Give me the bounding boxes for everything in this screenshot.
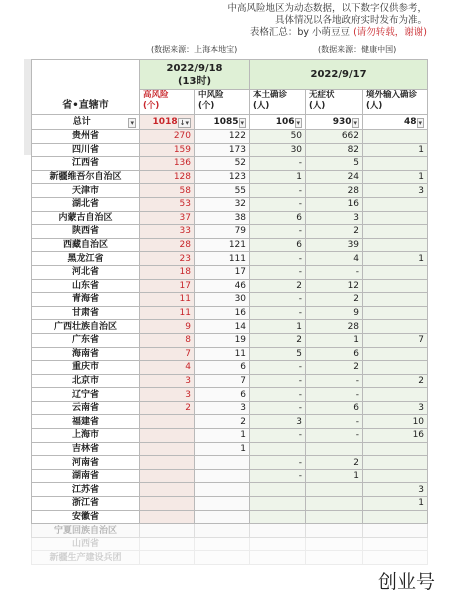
province-cell: 西藏自治区 — [32, 238, 140, 252]
table-row — [32, 333, 428, 347]
value-cell — [140, 429, 195, 443]
value-cell — [140, 483, 195, 497]
value-cell: 123 — [195, 170, 250, 184]
value-cell: - — [306, 429, 363, 443]
credit-red: (请勿转载，谢谢) — [353, 27, 427, 38]
col-header-import: 境外输入确诊 (人) — [363, 90, 428, 115]
col-header-high: 高风险 (个) — [140, 90, 195, 115]
province-cell: 吉林省 — [32, 442, 140, 456]
value-cell: 46 — [195, 279, 250, 293]
province-cell: 青海省 — [32, 293, 140, 307]
value-cell: 5 — [250, 347, 306, 361]
value-cell: 28 — [306, 320, 363, 334]
value-cell: 12 — [306, 279, 363, 293]
value-cell: 3 — [363, 184, 428, 198]
total-label: 总计 — [72, 117, 91, 127]
value-cell — [363, 265, 428, 279]
value-cell: 38 — [195, 211, 250, 225]
value-cell: 128 — [140, 170, 195, 184]
value-cell: 6 — [250, 238, 306, 252]
source-right: (数据来源：健康中国) — [318, 45, 397, 54]
value-cell — [363, 347, 428, 361]
value-cell — [363, 293, 428, 307]
province-cell: 陕西省 — [32, 225, 140, 239]
total-mid-cell — [195, 115, 250, 130]
value-cell — [250, 524, 306, 538]
value-cell: - — [306, 415, 363, 429]
value-cell: 2 — [306, 293, 363, 307]
value-cell: - — [306, 265, 363, 279]
table-row — [32, 225, 428, 239]
value-cell: 58 — [140, 184, 195, 198]
value-cell: 19 — [195, 333, 250, 347]
value-cell: 1 — [306, 333, 363, 347]
table-row — [32, 469, 428, 483]
value-cell — [363, 524, 428, 538]
note-line-2: 具体情况以各地政府实时发布为准。 — [274, 15, 427, 26]
province-cell: 北京市 — [32, 374, 140, 388]
table-row — [32, 415, 428, 429]
value-cell: 7 — [140, 347, 195, 361]
value-cell: 173 — [195, 143, 250, 157]
table-row — [32, 401, 428, 415]
total-asym-cell — [306, 115, 363, 130]
value-cell — [250, 483, 306, 497]
value-cell: 1 — [363, 497, 428, 511]
table-row — [32, 306, 428, 320]
value-cell: 6 — [306, 401, 363, 415]
value-cell — [250, 497, 306, 511]
value-cell: 3 — [363, 483, 428, 497]
province-cell: 江西省 — [32, 157, 140, 171]
province-cell: 内蒙古自治区 — [32, 211, 140, 225]
date-right: 2022/9/17 — [250, 60, 428, 90]
province-cell: 四川省 — [32, 143, 140, 157]
table-row — [32, 197, 428, 211]
value-cell: - — [250, 197, 306, 211]
value-cell: - — [250, 184, 306, 198]
value-cell: 3 — [306, 211, 363, 225]
value-cell: 2 — [140, 401, 195, 415]
table-row — [32, 157, 428, 171]
total-high-cell — [140, 115, 195, 130]
value-cell — [195, 483, 250, 497]
table-row — [32, 170, 428, 184]
value-cell: 6 — [306, 347, 363, 361]
value-cell — [363, 238, 428, 252]
value-cell — [140, 469, 195, 483]
value-cell: 6 — [195, 388, 250, 402]
value-cell: 14 — [195, 320, 250, 334]
value-cell — [363, 306, 428, 320]
total-local: 106 — [275, 117, 295, 127]
value-cell: 30 — [250, 143, 306, 157]
table-row — [32, 252, 428, 266]
province-cell: 宁夏回族自治区 — [32, 524, 140, 538]
data-table-wrapper — [31, 59, 427, 565]
value-cell — [363, 388, 428, 402]
province-header: 省•直辖市 — [32, 60, 140, 115]
value-cell — [363, 442, 428, 456]
date-left: 2022/9/18 (13时) — [140, 60, 250, 90]
value-cell: 3 — [250, 415, 306, 429]
value-cell: - — [250, 469, 306, 483]
value-cell — [363, 361, 428, 375]
filter-dropdown-icon[interactable]: ▾ — [296, 119, 301, 127]
value-cell — [250, 510, 306, 524]
province-cell: 天津市 — [32, 184, 140, 198]
value-cell: - — [250, 306, 306, 320]
total-asym: 930 — [332, 117, 352, 127]
value-cell: - — [250, 225, 306, 239]
table-row — [32, 320, 428, 334]
filter-dropdown-icon[interactable]: ▾ — [130, 119, 134, 127]
value-cell: 11 — [140, 293, 195, 307]
table-row — [32, 361, 428, 375]
value-cell — [140, 537, 195, 551]
value-cell — [250, 442, 306, 456]
value-cell: 4 — [306, 252, 363, 266]
col-header-mid: 中风险 (个) — [195, 90, 250, 115]
table-row — [32, 497, 428, 511]
value-cell — [195, 537, 250, 551]
value-cell — [250, 537, 306, 551]
total-high: 1018 — [152, 117, 178, 127]
value-cell: 2 — [306, 456, 363, 470]
value-cell: 7 — [195, 374, 250, 388]
value-cell: 18 — [140, 265, 195, 279]
value-cell: 1 — [363, 252, 428, 266]
province-cell: 浙江省 — [32, 497, 140, 511]
value-cell: 24 — [306, 170, 363, 184]
note-line-3 — [250, 27, 427, 39]
table-row — [32, 510, 428, 524]
value-cell: - — [250, 374, 306, 388]
filter-dropdown-icon[interactable]: ▾ — [240, 119, 245, 127]
total-row — [32, 115, 428, 130]
value-cell: 50 — [250, 130, 306, 144]
value-cell — [306, 524, 363, 538]
value-cell: 270 — [140, 130, 195, 144]
value-cell: 1 — [306, 469, 363, 483]
credit-prefix: 表格汇总：by 小萌豆豆 — [249, 27, 354, 38]
table-row — [32, 456, 428, 470]
value-cell: 23 — [140, 252, 195, 266]
table-row — [32, 388, 428, 402]
table-row — [32, 265, 428, 279]
table-row — [32, 347, 428, 361]
province-cell: 江苏省 — [32, 483, 140, 497]
value-cell: - — [250, 265, 306, 279]
value-cell — [363, 537, 428, 551]
value-cell — [306, 551, 363, 565]
value-cell — [140, 524, 195, 538]
value-cell — [363, 279, 428, 293]
value-cell — [306, 442, 363, 456]
value-cell — [306, 483, 363, 497]
watermark: 创业号 — [374, 567, 439, 594]
risk-data-table — [31, 59, 428, 565]
table-row — [32, 524, 428, 538]
table-row — [32, 551, 428, 565]
province-cell: 新疆维吾尔自治区 — [32, 170, 140, 184]
value-cell — [140, 456, 195, 470]
value-cell: - — [250, 401, 306, 415]
value-cell — [363, 320, 428, 334]
total-import-cell — [363, 115, 428, 130]
value-cell: - — [250, 361, 306, 375]
value-cell: 30 — [195, 293, 250, 307]
province-cell: 福建省 — [32, 415, 140, 429]
province-cell: 云南省 — [32, 401, 140, 415]
value-cell: 32 — [195, 197, 250, 211]
province-cell: 辽宁省 — [32, 388, 140, 402]
value-cell: - — [250, 157, 306, 171]
value-cell — [140, 551, 195, 565]
table-row — [32, 130, 428, 144]
province-cell: 河北省 — [32, 265, 140, 279]
table-row — [32, 238, 428, 252]
table-row — [32, 483, 428, 497]
value-cell — [306, 497, 363, 511]
value-cell: 3 — [140, 388, 195, 402]
value-cell: 159 — [140, 143, 195, 157]
value-cell — [140, 510, 195, 524]
value-cell: 17 — [140, 279, 195, 293]
col-header-asym: 无症状 (人) — [306, 90, 363, 115]
value-cell: 55 — [195, 184, 250, 198]
value-cell: - — [250, 252, 306, 266]
value-cell: 28 — [140, 238, 195, 252]
value-cell: 9 — [306, 306, 363, 320]
province-cell: 湖南省 — [32, 469, 140, 483]
value-cell — [363, 225, 428, 239]
value-cell: 28 — [306, 184, 363, 198]
province-cell: 广西壮族自治区 — [32, 320, 140, 334]
table-row — [32, 429, 428, 443]
value-cell: 1 — [250, 320, 306, 334]
table-row — [32, 184, 428, 198]
value-cell: 16 — [306, 197, 363, 211]
value-cell: 8 — [140, 333, 195, 347]
value-cell: 33 — [140, 225, 195, 239]
source-left: (数据来源：上海本地宝) — [151, 45, 238, 54]
value-cell: - — [250, 429, 306, 443]
value-cell: 11 — [195, 347, 250, 361]
value-cell: 3 — [140, 374, 195, 388]
total-local-cell — [250, 115, 306, 130]
value-cell: 6 — [250, 211, 306, 225]
value-cell: - — [250, 388, 306, 402]
value-cell — [363, 211, 428, 225]
value-cell — [140, 415, 195, 429]
province-cell: 河南省 — [32, 456, 140, 470]
filter-dropdown-icon[interactable]: ▾ — [418, 119, 423, 127]
table-row — [32, 293, 428, 307]
value-cell: 1 — [363, 143, 428, 157]
province-cell: 海南省 — [32, 347, 140, 361]
value-cell: 16 — [363, 429, 428, 443]
value-cell: 6 — [195, 361, 250, 375]
table-row — [32, 211, 428, 225]
value-cell: 5 — [306, 157, 363, 171]
value-cell: 2 — [250, 333, 306, 347]
province-cell: 上海市 — [32, 429, 140, 443]
value-cell: 121 — [195, 238, 250, 252]
value-cell: - — [306, 388, 363, 402]
value-cell: 111 — [195, 252, 250, 266]
province-cell: 黑龙江省 — [32, 252, 140, 266]
value-cell: 79 — [195, 225, 250, 239]
value-cell: 2 — [306, 361, 363, 375]
province-cell: 湖北省 — [32, 197, 140, 211]
value-cell — [363, 130, 428, 144]
value-cell — [195, 469, 250, 483]
value-cell — [250, 551, 306, 565]
table-row — [32, 374, 428, 388]
value-cell: 2 — [306, 225, 363, 239]
value-cell: 16 — [195, 306, 250, 320]
value-cell: 1 — [363, 170, 428, 184]
note-line-1: 中高风险地区为动态数据，以下数字仅供参考， — [227, 3, 427, 14]
value-cell — [195, 510, 250, 524]
value-cell — [140, 442, 195, 456]
value-cell: 122 — [195, 130, 250, 144]
value-cell — [363, 157, 428, 171]
province-cell: 贵州省 — [32, 130, 140, 144]
table-row — [32, 279, 428, 293]
value-cell: 37 — [140, 211, 195, 225]
table-row — [32, 537, 428, 551]
value-cell: 11 — [140, 306, 195, 320]
value-cell — [306, 510, 363, 524]
province-cell: 安徽省 — [32, 510, 140, 524]
value-cell: 82 — [306, 143, 363, 157]
date-header-row — [32, 60, 428, 90]
value-cell — [363, 197, 428, 211]
value-cell: 1 — [195, 429, 250, 443]
value-cell: 17 — [195, 265, 250, 279]
value-cell: 39 — [306, 238, 363, 252]
province-cell: 新疆生产建设兵团 — [32, 551, 140, 565]
province-cell: 重庆市 — [32, 361, 140, 375]
value-cell: 2 — [250, 279, 306, 293]
value-cell: 7 — [363, 333, 428, 347]
province-cell: 山西省 — [32, 537, 140, 551]
value-cell — [306, 537, 363, 551]
value-cell — [363, 510, 428, 524]
value-cell: 4 — [140, 361, 195, 375]
total-import: 48 — [403, 117, 417, 127]
table-row — [32, 143, 428, 157]
filter-dropdown-icon[interactable]: ▾ — [353, 119, 358, 127]
province-cell: 广东省 — [32, 333, 140, 347]
value-cell: 1 — [195, 442, 250, 456]
value-cell — [363, 456, 428, 470]
value-cell: - — [250, 456, 306, 470]
value-cell — [363, 551, 428, 565]
total-mid: 1085 — [213, 117, 239, 127]
total-label-cell — [32, 115, 140, 130]
value-cell: 3 — [363, 401, 428, 415]
value-cell: 9 — [140, 320, 195, 334]
value-cell — [195, 497, 250, 511]
col-header-local: 本土确诊 (人) — [250, 90, 306, 115]
value-cell: - — [306, 374, 363, 388]
value-cell — [363, 469, 428, 483]
value-cell: 2 — [195, 415, 250, 429]
sort-filter-icon[interactable]: ↓▾ — [179, 119, 189, 127]
value-cell: 3 — [195, 401, 250, 415]
value-cell: - — [250, 293, 306, 307]
value-cell: 2 — [363, 374, 428, 388]
value-cell: 662 — [306, 130, 363, 144]
value-cell — [195, 524, 250, 538]
value-cell — [140, 497, 195, 511]
value-cell: 1 — [250, 170, 306, 184]
value-cell: 52 — [195, 157, 250, 171]
value-cell: 53 — [140, 197, 195, 211]
value-cell — [195, 456, 250, 470]
value-cell: 136 — [140, 157, 195, 171]
value-cell — [195, 551, 250, 565]
table-row — [32, 442, 428, 456]
province-cell: 山东省 — [32, 279, 140, 293]
province-cell: 甘肃省 — [32, 306, 140, 320]
value-cell: 10 — [363, 415, 428, 429]
